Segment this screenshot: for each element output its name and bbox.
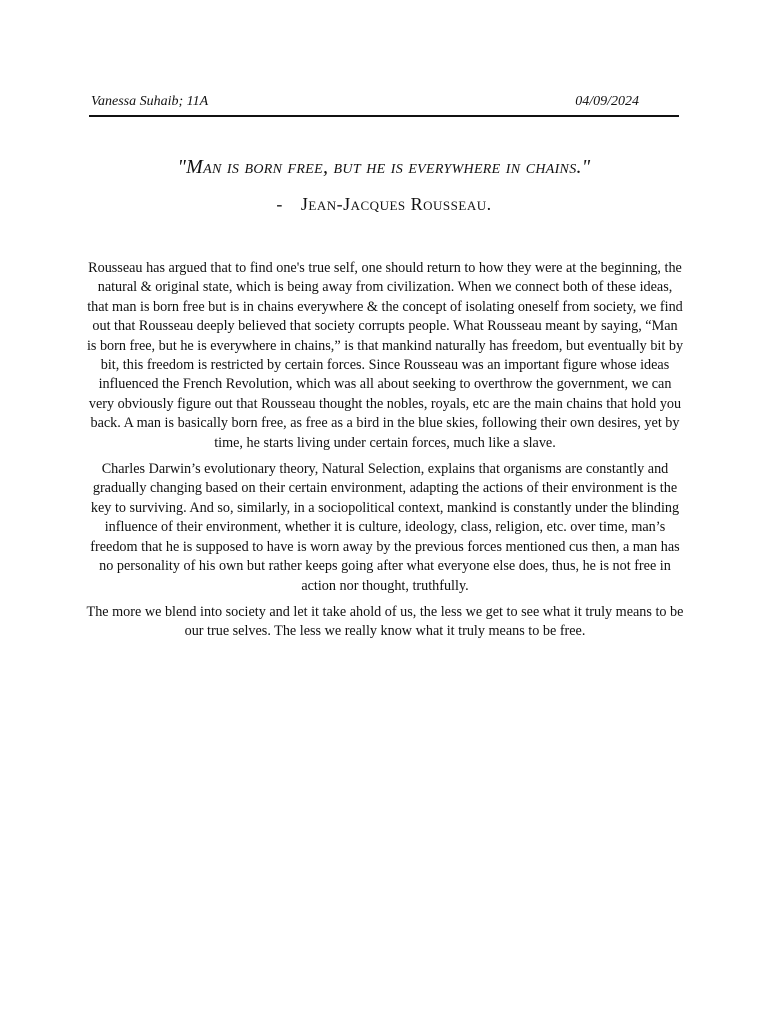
essay-paragraph: Rousseau has argued that to find one's true self, one should return to how they were at the beginning, the natural & original state, which is being away from civilization. When we connect both of these ideas, that man is born free but is in chains everywhere & the concept of isolating oneself from society, we find out that Rousseau deeply believed that society corrupts people. What Rousseau meant by saying, “Man is born free, but he is everywhere in chains,” is that mankind naturally has freedom, but eventually bit by bit, this freedom is restricted by certain forces. Since Rousseau was an important figure whose ideas influenced the French Revolution, which was all about seeking to overthrow the government, we can very obviously figure out that Rousseau thought the nobles, royals, etc are the main chains that hold you back. A man is basically born free, as free as a bird in the blue skies, following their own desires, yet by time, he starts living under certain forces, much like a slave.	[86, 260, 684, 451]
essay-paragraph: The more we blend into society and let it take ahold of us, the less we get to see what it truly means to be our true selves. The less we really know what it truly means to be free.	[86, 603, 684, 640]
epigraph-attribution	[60, 192, 708, 216]
attribution-dash: -	[276, 194, 283, 214]
essay-paragraph: Charles Darwin’s evolutionary theory, Natural Selection, explains that organisms are constantly and gradually changing based on their certain environment, adapting the actions of their environment is the key to surviving. And so, similarly, in a sociopolitical context, mankind is constantly under the blinding influence of their environment, whether it is culture, ideology, class, religion, etc. over time, man’s freedom that he is supposed to have is worn away by the previous forces mentioned cus then, a man has no personality of his own but rather keeps going after what everyone else does, thus, he is not free in action nor thought, truthfully.	[90, 461, 680, 594]
essay-body	[86, 259, 684, 649]
author-name: Vanessa Suhaib; 11A	[91, 94, 209, 109]
attribution-author: Jean-Jacques Rousseau.	[300, 194, 492, 214]
document-header	[89, 93, 679, 117]
epigraph-quote: "Man is born free, but he is everywhere in chains."	[177, 156, 591, 178]
document-date: 04/09/2024	[575, 94, 639, 109]
